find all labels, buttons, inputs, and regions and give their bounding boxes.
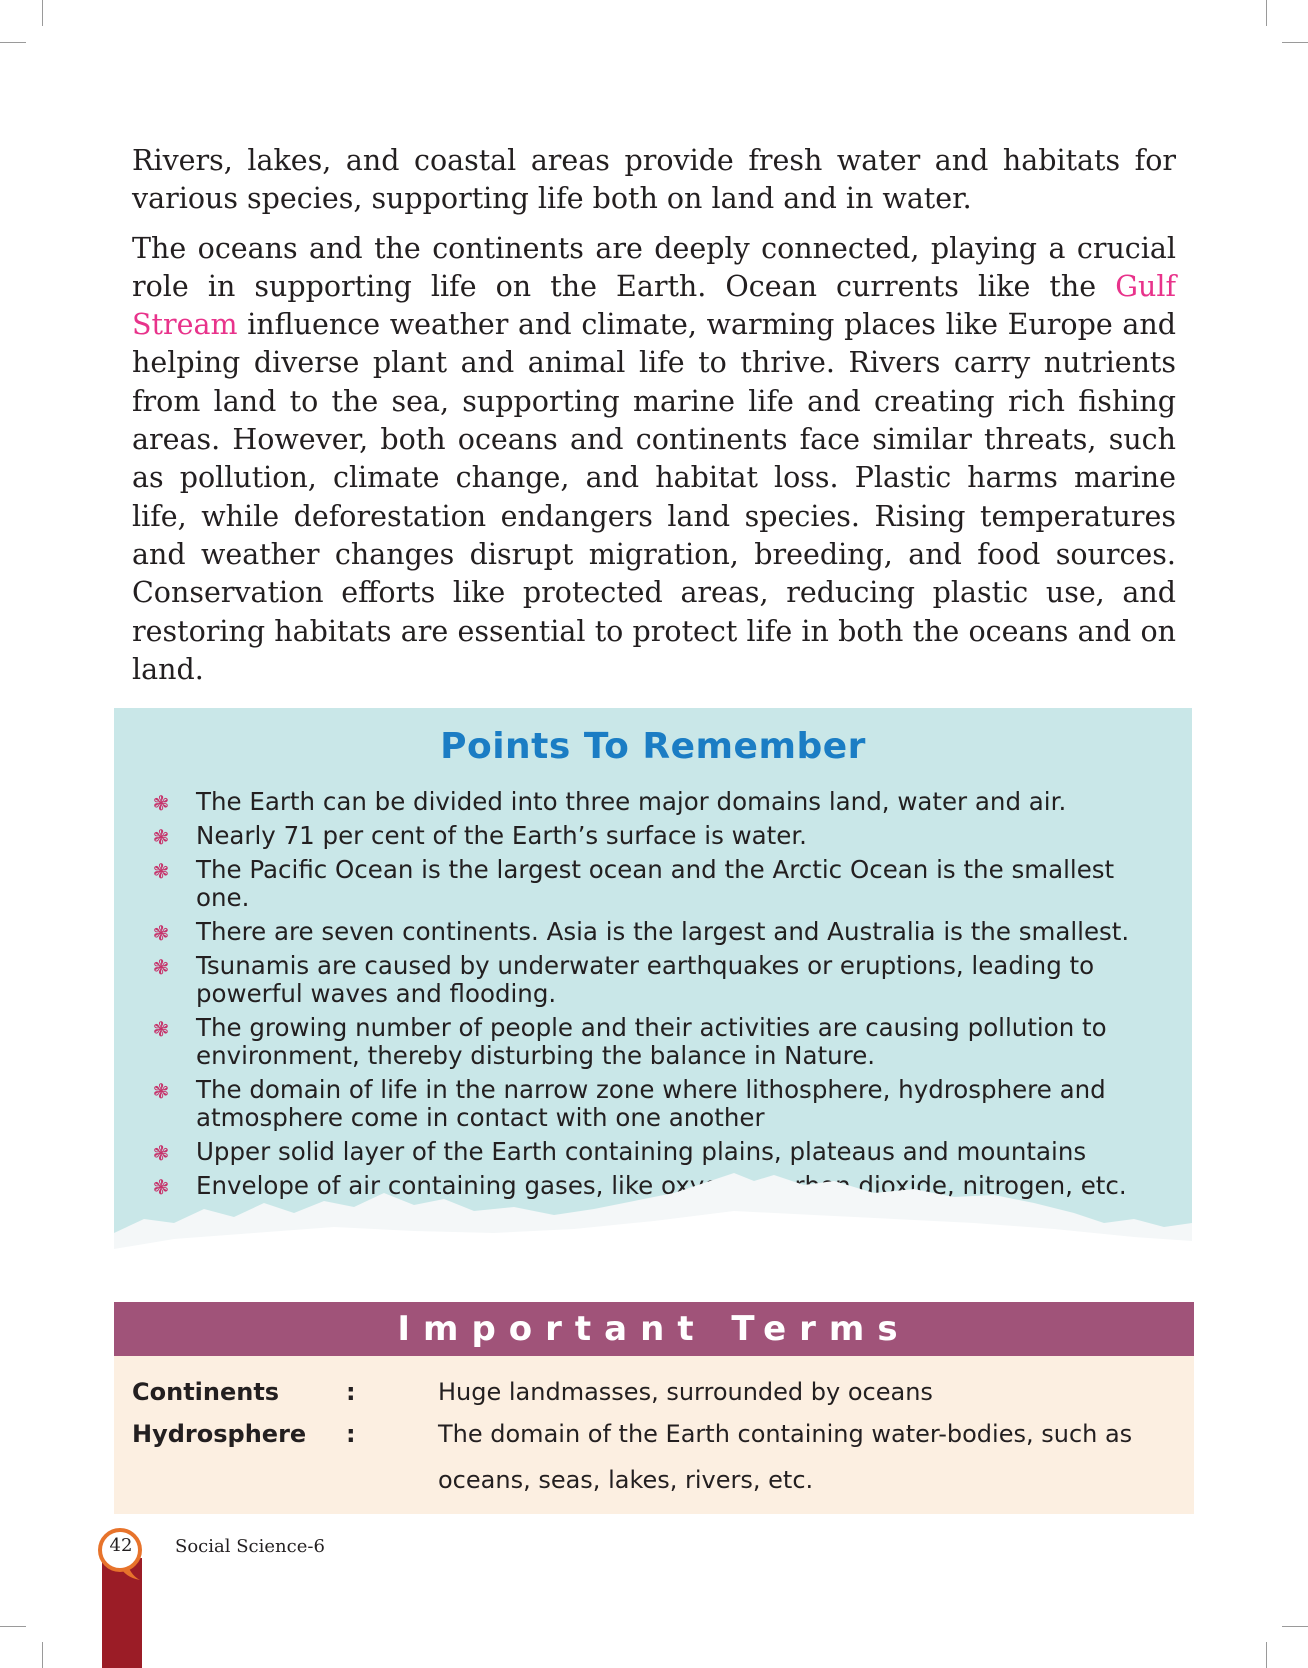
paragraph-rivers: Rivers, lakes, and coastal areas provide fresh water and habitats for various species, supporting life both on land and in water. xyxy=(132,144,1176,216)
point-text: There are seven continents. Asia is the largest and Australia is the smallest. xyxy=(196,917,1130,946)
paragraph-text: The oceans and the continents are deeply connected, playing a crucial role in supporting life on the Earth. Ocean currents like the xyxy=(132,231,1176,303)
paragraph-text: influence weather and climate, warming places like Europe and helping diverse plant and animal life to thrive. Rivers carry nutrients from land to the sea, supporting marine life and creating rich fishing areas. However, both oceans and continents face similar threats, such as pollution, climate change, and habitat loss. Plastic harms marine life, while deforestation endangers land species. Rising temperatures and weather changes disrupt migration, breeding, and food sources. Conservation efforts like protected areas, reducing plastic use, and restoring habitats are essential to protect life in both the oceans and on land. xyxy=(132,308,1176,686)
crop-mark xyxy=(0,1626,26,1627)
point-text: Envelope of air containing gases, like oxygen, carbon dioxide, nitrogen, etc. xyxy=(196,1171,1127,1200)
crop-mark xyxy=(1282,42,1308,43)
term-colon: : xyxy=(346,1420,356,1448)
flower-bullet-icon: ❃ xyxy=(152,1175,170,1199)
crop-mark xyxy=(1282,1626,1308,1627)
flower-bullet-icon: ❃ xyxy=(152,1141,170,1165)
crop-mark xyxy=(0,42,26,43)
point-text: Nearly 71 per cent of the Earth’s surface is water. xyxy=(196,821,807,850)
important-terms-body xyxy=(114,1356,1194,1514)
flower-bullet-icon: ❃ xyxy=(152,1079,170,1103)
points-title: Points To Remember xyxy=(440,726,866,767)
flower-bullet-icon: ❃ xyxy=(152,955,170,979)
point-text: Upper solid layer of the Earth containing plains, plateaus and mountains xyxy=(196,1137,1087,1166)
term-name: Hydrosphere xyxy=(132,1420,307,1448)
point-item xyxy=(152,788,1162,816)
crop-mark xyxy=(42,1642,43,1668)
page-tab-ribbon xyxy=(102,1558,142,1668)
flower-bullet-icon: ❃ xyxy=(152,859,170,883)
point-item xyxy=(152,822,1162,850)
flower-bullet-icon: ❃ xyxy=(152,791,170,815)
paragraph-oceans-continents xyxy=(132,230,1176,690)
point-text: The domain of life in the narrow zone where lithosphere, hydrosphere and atmosphere come in contact with one another xyxy=(196,1075,1106,1132)
page-number: 42 xyxy=(109,1535,133,1556)
snowy-mountains-illustration xyxy=(114,1123,1192,1273)
flower-bullet-icon: ❃ xyxy=(152,921,170,945)
term-colon: : xyxy=(346,1378,356,1406)
term-definition: The domain of the Earth containing water-bodies, such as oceans, seas, lakes, rivers, etc. xyxy=(438,1420,1133,1494)
term-name: Continents xyxy=(132,1378,280,1406)
flower-bullet-icon: ❃ xyxy=(152,1017,170,1041)
crop-mark xyxy=(42,0,43,26)
point-text: The growing number of people and their activities are causing pollution to environment, thereby disturbing the balance in Nature. xyxy=(196,1013,1107,1070)
crop-mark xyxy=(1266,0,1267,26)
point-item xyxy=(152,856,1162,912)
gulf-stream-term: Gulf Stream xyxy=(132,269,1176,342)
points-to-remember-box xyxy=(114,708,1192,1273)
point-item xyxy=(152,918,1162,946)
point-item xyxy=(152,1014,1162,1070)
point-item xyxy=(152,952,1162,1008)
book-title: Social Science-6 xyxy=(175,1536,325,1557)
crop-mark xyxy=(1266,1642,1267,1668)
point-text: Tsunamis are caused by underwater earthquakes or eruptions, leading to powerful waves and flooding. xyxy=(196,951,1095,1008)
point-text: The Pacific Ocean is the largest ocean and the Arctic Ocean is the smallest one. xyxy=(196,855,1115,912)
body-text xyxy=(132,142,1176,700)
important-terms-header: Important Terms xyxy=(114,1302,1194,1356)
point-text: The Earth can be divided into three major domains land, water and air. xyxy=(196,787,1067,816)
flower-bullet-icon: ❃ xyxy=(152,825,170,849)
term-definition: Huge landmasses, surrounded by oceans xyxy=(438,1378,933,1406)
